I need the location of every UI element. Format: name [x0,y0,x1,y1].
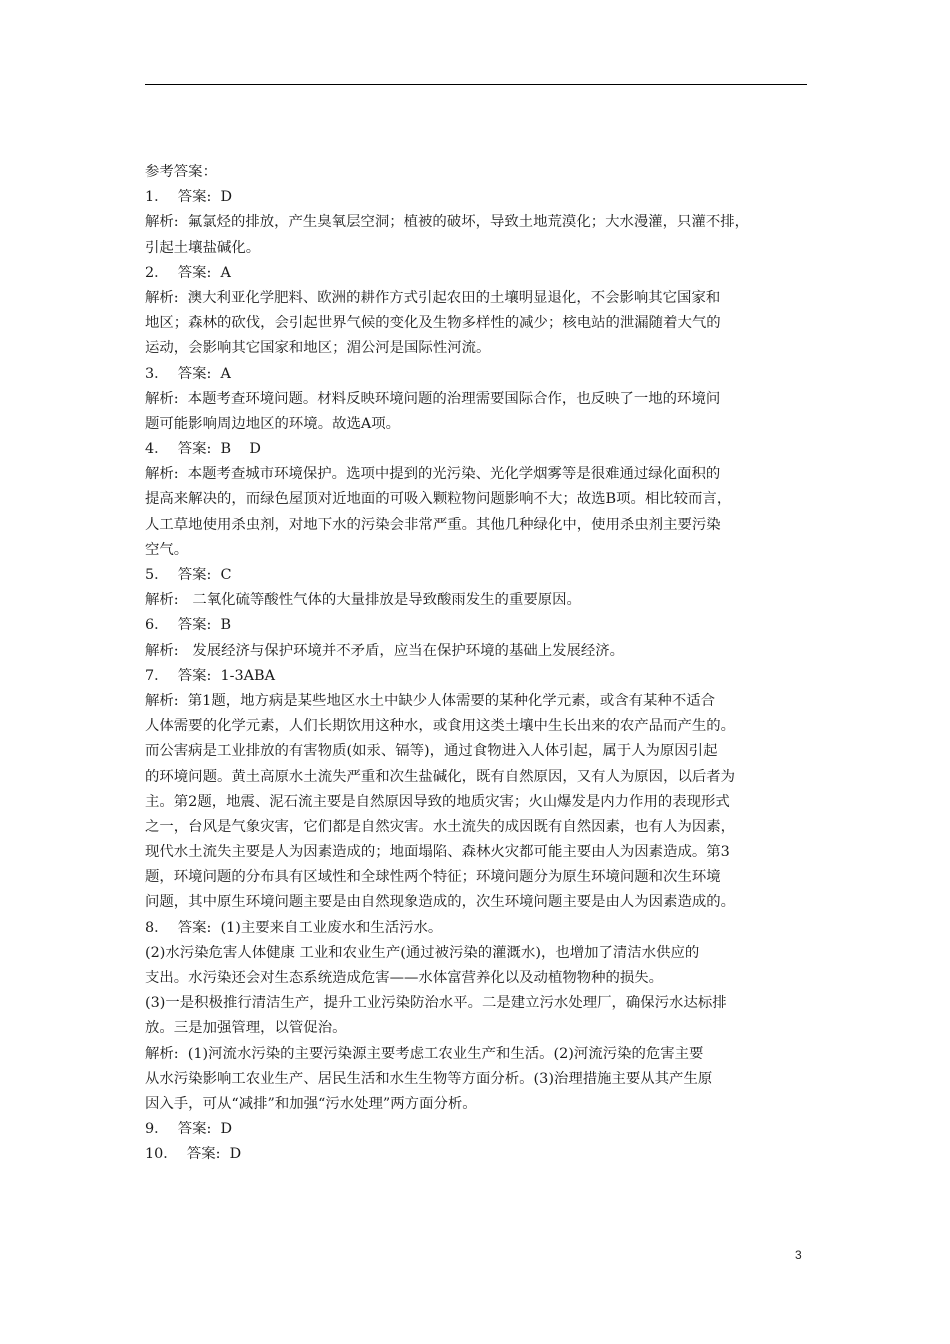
text-line: 解析: 本题考查环境问题。材料反映环境问题的治理需要国际合作，也反映了一地的环境问 [145,390,721,407]
header-rule [145,84,807,85]
text-line: 5． 答案: C [145,567,232,583]
text-line: 从水污染影响工农业生产、居民生活和水生生物等方面分析。(3)治理措施主要从其产生原 [145,1070,713,1087]
text-line: 放。三是加强管理，以管促治。 [145,1020,347,1037]
text-line: 解析: 发展经济与保护环境并不矛盾，应当在保护环境的基础上发展经济。 [145,642,625,659]
section-title: 参考答案： [145,164,217,180]
text-line: 2． 答案: A [145,264,231,281]
text-line: (2)水污染危害人体健康 工业和农业生产(通过被污染的灌溉水)，也增加了清洁水供应的 [145,944,700,961]
text-line: 解析: 第1题，地方病是某些地区水土中缺少人体需要的某种化学元素，或含有某种不适合 [145,692,715,709]
text-line: 8． 答案: (1)主要来自工业废水和生活污水。 [145,919,443,936]
text-line: 1． 答案: D [145,189,233,206]
answer-key-body [145,160,815,1168]
text-line: 题，环境问题的分布具有区域性和全球性两个特征；环境问题分为原生环境问题和次生环境 [145,869,721,886]
text-line: 现代水土流失主要是人为因素造成的；地面塌陷、森林火灾都可能主要由人为因素造成。第3 [145,844,730,861]
text-line: 因入手，可从“减排”和加强“污水处理”两方面分析。 [145,1095,477,1112]
text-line: 3． 答案: A [145,365,231,382]
text-line: 而公害病是工业排放的有害物质(如汞、镉等)，通过食物进入人体引起，属于人为原因引起 [145,743,718,760]
text-line: 解析: 澳大利亚化学肥料、欧洲的耕作方式引起农田的土壤明显退化，不会影响其它国家和 [145,289,721,306]
text-line: 支出。水污染还会对生态系统造成危害——水体富营养化以及动植物物种的损失。 [145,970,664,986]
text-line: 的环境问题。黄土高原水土流失严重和次生盐碱化，既有自然原因，又有人为原因，以后者为 [145,768,736,785]
text-line: 主。第2题，地震、泥石流主要是自然原因导致的地质灾害；火山爆发是内力作用的表现形式 [145,793,730,810]
page-number: 3 [795,1248,802,1262]
text-line: 9． 答案: D [145,1121,233,1138]
text-line: 题可能影响周边地区的环境。故选A项。 [145,415,401,432]
text-line: 之一，台风是气象灾害，它们都是自然灾害。水土流失的成因既有自然因素，也有人为因素， [145,818,736,835]
text-line: 提高来解决的，而绿色屋顶对近地面的可吸入颗粒物问题影响不大；故选B项。相比较而言， [145,491,732,508]
text-line: 4． 答案: B D [145,441,261,458]
text-line: 6． 答案: B [145,617,232,634]
text-line: 人工草地使用杀虫剂，对地下水的污染会非常严重。其他几种绿化中，使用杀虫剂主要污染 [145,516,721,533]
text-line: 解析: 本题考查城市环境保护。选项中提到的光污染、光化学烟雾等是很难通过绿化面积的 [145,466,721,483]
text-line: 地区；森林的砍伐，会引起世界气候的变化及生物多样性的减少；核电站的泄漏随着大气的 [145,315,721,332]
text-line: 人体需要的化学元素，人们长期饮用这种水，或食用这类土壤中生长出来的农产品而产生的。 [145,718,736,735]
text-line: 引起土壤盐碱化。 [145,239,261,256]
text-line: 解析: 氟氯烃的排放，产生臭氧层空洞；植被的破坏，导致土地荒漠化；大水漫灌，只灌不排， [145,214,750,231]
text-line: 10． 答案: D [145,1146,242,1163]
text-line: 解析: 二氧化硫等酸性气体的大量排放是导致酸雨发生的重要原因。 [145,592,581,609]
text-line: 7． 答案: 1-3ABA [145,667,276,684]
text-line: 空气。 [145,541,189,558]
text-line: 问题，其中原生环境问题主要是由自然现象造成的，次生环境问题主要是由人为因素造成的。 [145,894,736,911]
text-line: (3)一是积极推行清洁生产，提升工业污染防治水平。二是建立污水处理厂，确保污水达标排 [145,995,727,1012]
text-line: 解析: (1)河流水污染的主要污染源主要考虑工农业生产和生活。(2)河流污染的危害主要 [145,1045,704,1062]
text-line: 运动，会影响其它国家和地区；湄公河是国际性河流。 [145,340,491,357]
